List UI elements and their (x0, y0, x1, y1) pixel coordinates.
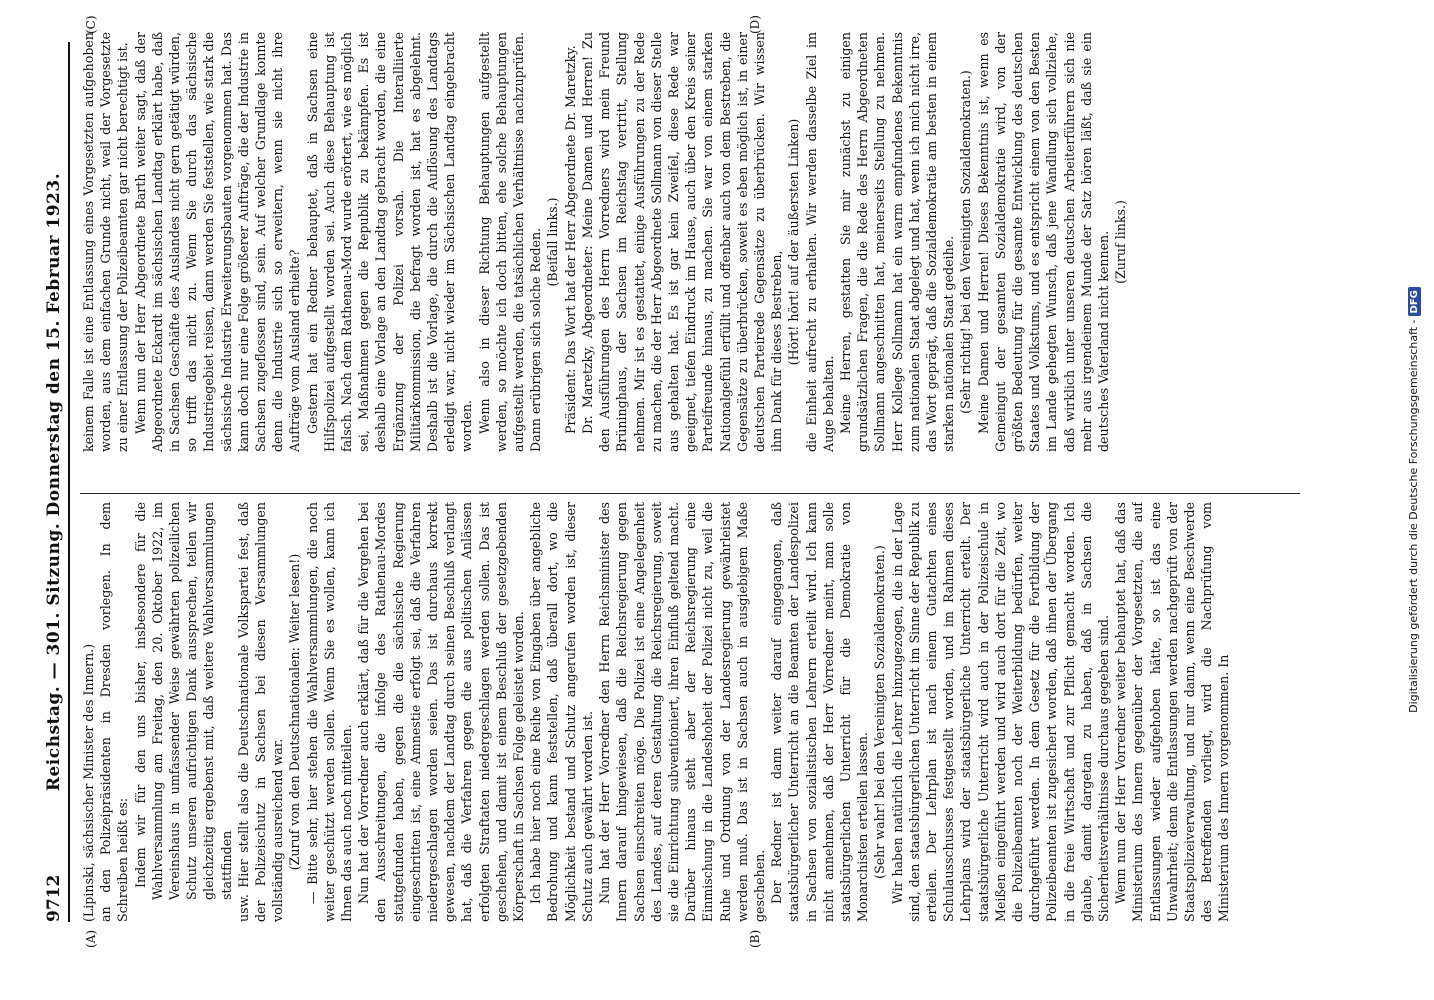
paragraph: keinem Falle ist eine Entlassung eines Vorgesetzten aufgehoben worden, aus dem einfachen Grunde nicht, weil der Vorgesetzte zu einer Entlassung der Polizeibeamten gar nicht berechtigt ist. (81, 32, 131, 452)
interjection: (Sehr wahr! bei den Vereinigten Sozialdemokraten.) (872, 545, 888, 879)
paragraph: Nun hat der Vorredner auch erklärt, daß für die Vergehen bei den Ausschreitungen, die infolge des Rathenau-Mordes stattgefunden haben, gegen die die sächsische Regierung eingeschritten ist, eine Amnestie erfolgt sei, daß die Verfahren niedergeschlagen worden seien. Das ist durchaus korrekt gewesen, nachdem der Landtag durch seinen Beschluß verlangt hat, daß die Verfahren gegen die aus politischen Anlässen erfolgten Straftaten niedergeschlagen werden sollen. Das ist geschehen, und damit ist einem Beschluß der gesetzgebenden Körperschaft in Sachsen Folge geleistet worden. (356, 502, 527, 922)
credit-text: Digitalisierung gefördert durch die Deutsche Forschungsgemeinschaft - (1407, 319, 1420, 713)
margin-mark-a: (A) (84, 929, 98, 948)
paragraph: Wenn nun der Herr Abgeordnete Barth weiter sagt, daß der Abgeordnete Eckardt im sächsischen Landtag erklärt habe, daß in Sachsen Geschäfte des Auslandes nicht gern getätigt würden, so trifft das nicht zu. Wenn Sie durch das sächsische Industriegebiet reisen, dann werden Sie feststellen, wie stark die sächsische Industrie Erweiterungsbauten vorgenommen hat. Das kann doch nur eine Folge größerer Aufträge, die der Industrie in Sachsen zugeflossen sind, sein. Auf welcher Grundlage konnte denn die Industrie sich so erweitern, wenn sie nicht ihre Aufträge vom Ausland erhielte? (132, 32, 303, 452)
page-number: 9712 (44, 874, 64, 922)
left-column (80, 502, 1300, 922)
paragraph: Wenn also in dieser Richtung Behauptungen aufgestellt werden, so möchte ich doch bitten, ehe solche Behauptungen aufgestellt werden, die tatsächlichen Verhältnisse nachzuprüfen. Dann erübrigen sich solche Reden. (476, 32, 544, 452)
digitization-credit (1407, 0, 1421, 1000)
paragraph: Meine Herren, gestatten Sie mir zunächst zu einigen grundsätzlichen Fragen, die die Rede des Herrn Abgeordneten Sollmann angeschnitten hat, meinerseits Stellung zu nehmen. Herr Kollege Sollmann hat ein warm empfundenes Bekenntnis zum nationalen Staat abgelegt und hat, wenn ich mich nicht irre, das Wort geprägt, daß die Sozialdemokratie am besten in einem starken nationalen Staat gedeihe. (837, 32, 957, 452)
paragraph: — Bitte sehr, hier stehen die Wahlversammlungen, die noch weiter geschützt werden sollen. Wenn Sie es wollen, kann ich Ihnen das auch noch mitteilen. (304, 502, 355, 922)
quoted-letter: Indem wir für den uns bisher, insbesondere für die Wahlversammlung am Freitag, den 20. Oktober 1922, im Vereinshaus in umfassender Weise gewährten polizeilichen Schutz unseren aufrichtigen Dank aussprechen, teilen wir gleichzeitig ergebenst mit, daß weitere Wahlversammlungen stattfinden (132, 502, 234, 900)
interjection: (Zuruf von den Deutschnationalen: Weiter lesen!) (287, 553, 303, 871)
paragraph: Meine Damen und Herren! Dieses Bekenntnis ist, wenn es Gemeingut der gesamten Sozialdemokratie wird, von der größten Bedeutung für die gesamte Entwicklung des deutschen Staates und Volkstums, und es entspricht einem von den Besten im Lande gehegten Wunsch, daß jene Wandlung sich vollziehe, daß wirklich unter unseren deutschen Arbeiterführern sich nie mehr aus irgendeinem Munde der Satz hören läßt, daß sie ein deutsches Vaterland nicht kennen. (975, 32, 1111, 452)
margin-mark-b: (B) (748, 929, 762, 948)
interjection: (Zuruf links.) (1113, 200, 1129, 284)
paragraph: an den Polizeipräsidenten in Dresden vorlegen. In dem Schreiben heißt es: (98, 502, 131, 922)
paragraph: Der Redner ist dann weiter darauf eingegangen, daß staatsbürgerlicher Unterricht an die Beamten der Landespolizei in Sachsen von sozialistischen Lehrern erteilt wird. Ich kann nicht annehmen, daß der Herr Vorredner meint, man solle staatsbürgerlichen Unterricht für die Demokratie von Monarchisten erteilen lassen. (769, 502, 871, 922)
paragraph: Ich habe hier noch eine Reihe von Eingaben über angebliche Bedrohung und kann feststellen, daß überall dort, wo die Möglichkeit bestand und Schutz angerufen worden ist, dieser Schutz auch gewährt worden ist. (528, 502, 595, 922)
paragraph: Wir haben natürlich die Lehrer hinzugezogen, die in der Lage sind, den staatsbürgerlichen Unterricht im Sinne der Republik zu erteilen. Der Lehrplan ist nach einem Gutachten eines Schulausschusses festgestellt worden, und im Rahmen dieses Lehrplans wird der staatsbürgerliche Unterricht erteilt. Der staatsbürgerliche Unterricht wird auch in der Polizeischule in Meißen eingeführt werden und wird auch dort für die Zeit, wo die Polizeibeamten noch der Weiterbildung bedürfen, weiter durchgeführt werden. In dem Gesetz für die Fortbildung der Polizeibeamten ist zugesichert worden, daß ihnen der Übergang in die freie Wirtschaft und zur Pflicht gemacht worden. Ich glaube, damit dargetan zu haben, daß in Sachsen die Sicherheitsverhältnisse durchaus gegeben sind. (889, 502, 1111, 922)
column-divider (80, 493, 1300, 494)
paragraph: usw. Hier stellt also die Deutschnationale Volkspartei fest, daß der Polizeischutz in Sachsen bei diesen Versammlungen vollständig ausreichend war. (235, 502, 286, 922)
page-title: Reichstag. — 301. Sitzung. Donnerstag den 15. Februar 1923. (44, 172, 64, 792)
paragraph: die Einheit aufrecht zu erhalten. Wir werden dasselbe Ziel im Auge behalten. (803, 32, 836, 452)
paragraph: Nun hat der Herr Vorredner den Herrn Reichsminister des Innern darauf hingewiesen, daß die Reichsregierung gegen Sachsen einschreiten möge. Die Polizei ist eine Angelegenheit des Landes, auf deren Gestaltung die Reichsregierung, soweit sie die Einrichtung subventioniert, ihren Einfluß geltend macht. Darüber hinaus steht aber der Reichsregierung eine Einmischung in die Landeshoheit der Polizei nicht zu, weil die Ruhe und Ordnung von der Landesregierung gewährleistet werden muß. Das ist in Sachsen auch in ausgiebigem Maße geschehen. (597, 502, 767, 922)
paragraph: Gestern hat ein Redner behauptet, daß in Sachsen eine Hilfspolizei aufgestellt worden sei. Auch diese Behauptung ist falsch. Nach dem Rathenau-Mord wurde erörtert, wie es möglich sei, Maßnahmen gegen die Republik zu bekämpfen. Es ist deshalb eine Vorlage an den Landtag gebracht worden, die eine Ergänzung der Polizei vorsah. Die Interalliierte Militärkommission, die befragt worden ist, hat es abgelehnt. Deshalb ist die Vorlage, die durch die Auflösung des Landtags erledigt war, nicht wieder im Sächsischen Landtag eingebracht worden. (304, 32, 475, 452)
president-line: Präsident: Das Wort hat der Herr Abgeordnete Dr. Maretzky. (562, 45, 578, 434)
paragraph: Wenn nun der Herr Vorredner weiter behauptet hat, daß das Ministerium des Innern gegenüber der Vorgesetzten, die auf Entlassungen wieder aufgehoben hätte, so ist das eine Unwahrheit; denn die Entlassungen werden nachgeprüft von der Staatspolizeiverwaltung, und nur dann, wenn eine Beschwerde des Betreffenden vorliegt, wird die Nachprüfung vom Ministerium des Innern vorgenommen. In (1113, 502, 1232, 922)
speaker-line: (Lipinski, sächsischer Minister des Innern.) (81, 643, 96, 922)
interjection: (Sehr richtig! bei den Vereinigten Sozialdemokraten.) (958, 70, 974, 414)
interjection: (Beifall links.) (545, 197, 561, 287)
dfg-logo: DFG (1408, 287, 1421, 316)
margin-mark-d: (D) (748, 15, 762, 34)
interjection: (Hört! hört! auf der äußersten Linken) (786, 118, 802, 366)
margin-mark-c: (C) (84, 15, 98, 34)
speaker-paragraph: Dr. Maretzky, Abgeordneter: Meine Damen und Herren! Zu den Ausführungen des Herrn Vorredners wird mein Freund Brüninghaus, der Sachsen im Reichstag vertritt, Stellung nehmen. Mir ist es gestattet, einige Ausführungen zu der Rede zu machen, die der Herr Abgeordnete Sollmann von dieser Stelle aus gehalten hat. Es ist gar kein Zweifel, diese Rede war geeignet, tiefen Eindruck im Hause, auch über den Kreis seiner Parteifreunde hinaus, zu machen. Sie war von einem starken Nationalgefühl erfüllt und offenbar auch von dem Bestreben, die Gegensätze zu überbrücken, soweit es eben möglich ist, in einer deutschen Parteirede Gegensätze zu überbrücken. Wir wissen ihm Dank für dieses Bestreben, (579, 32, 785, 452)
page-header (42, 42, 70, 922)
right-column (80, 32, 1300, 452)
